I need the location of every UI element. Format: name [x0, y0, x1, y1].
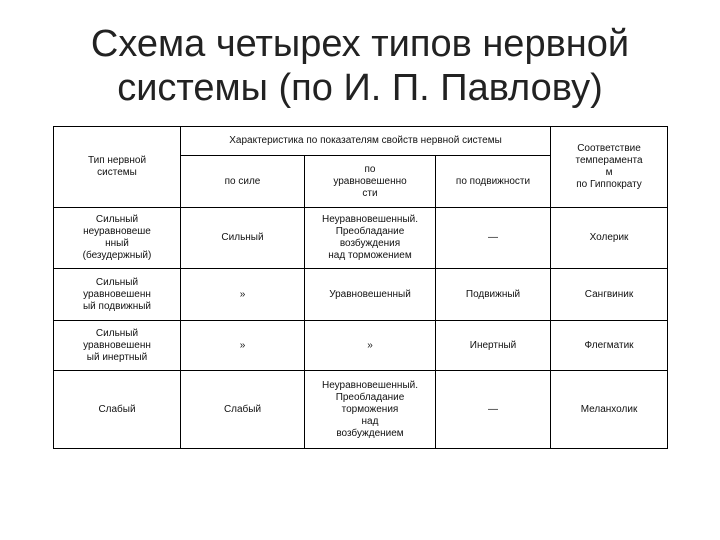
row-2-balance: Уравновешенный — [305, 269, 436, 321]
table-row — [54, 269, 668, 321]
row-2-mobility: Подвижный — [436, 269, 551, 321]
header-strength: по силе — [181, 156, 305, 208]
row-2-type: Сильный уравновешенн ый подвижный — [54, 269, 181, 321]
row-3-type: Сильный уравновешенн ый инертный — [54, 321, 181, 371]
table-row — [54, 208, 668, 269]
nervous-system-types-table — [53, 126, 668, 449]
row-4-type: Слабый — [54, 371, 181, 449]
row-3-balance: » — [305, 321, 436, 371]
row-3-mobility: Инертный — [436, 321, 551, 371]
row-1-balance: Неуравновешенный. Преобладание возбуждения над торможением — [305, 208, 436, 269]
row-4-temperament: Меланхолик — [551, 371, 668, 449]
row-1-temperament: Холерик — [551, 208, 668, 269]
slide-title-line-2: системы (по И. П. Павлову) — [117, 67, 603, 109]
table-row — [54, 321, 668, 371]
row-1-mobility: — — [436, 208, 551, 269]
row-4-balance: Неуравновешенный. Преобладание торможения над возбуждением — [305, 371, 436, 449]
header-row-top — [54, 127, 668, 156]
row-2-strength: » — [181, 269, 305, 321]
row-2-temperament: Сангвиник — [551, 269, 668, 321]
header-type: Тип нервной системы — [54, 127, 181, 208]
table-row — [54, 371, 668, 449]
slide-title-line-1: Схема четырех типов нервной — [90, 23, 630, 65]
slide-title — [40, 22, 680, 110]
row-3-temperament: Флегматик — [551, 321, 668, 371]
header-mobility: по подвижности — [436, 156, 551, 208]
header-temperament: Соответствие темперамента м по Гиппократу — [551, 127, 668, 208]
row-4-mobility: — — [436, 371, 551, 449]
header-balance: по уравновешенно сти — [305, 156, 436, 208]
header-characteristic: Характеристика по показателям свойств нервной системы — [181, 127, 551, 156]
row-4-strength: Слабый — [181, 371, 305, 449]
row-3-strength: » — [181, 321, 305, 371]
row-1-type: Сильный неуравновеше нный (безудержный) — [54, 208, 181, 269]
row-1-strength: Сильный — [181, 208, 305, 269]
